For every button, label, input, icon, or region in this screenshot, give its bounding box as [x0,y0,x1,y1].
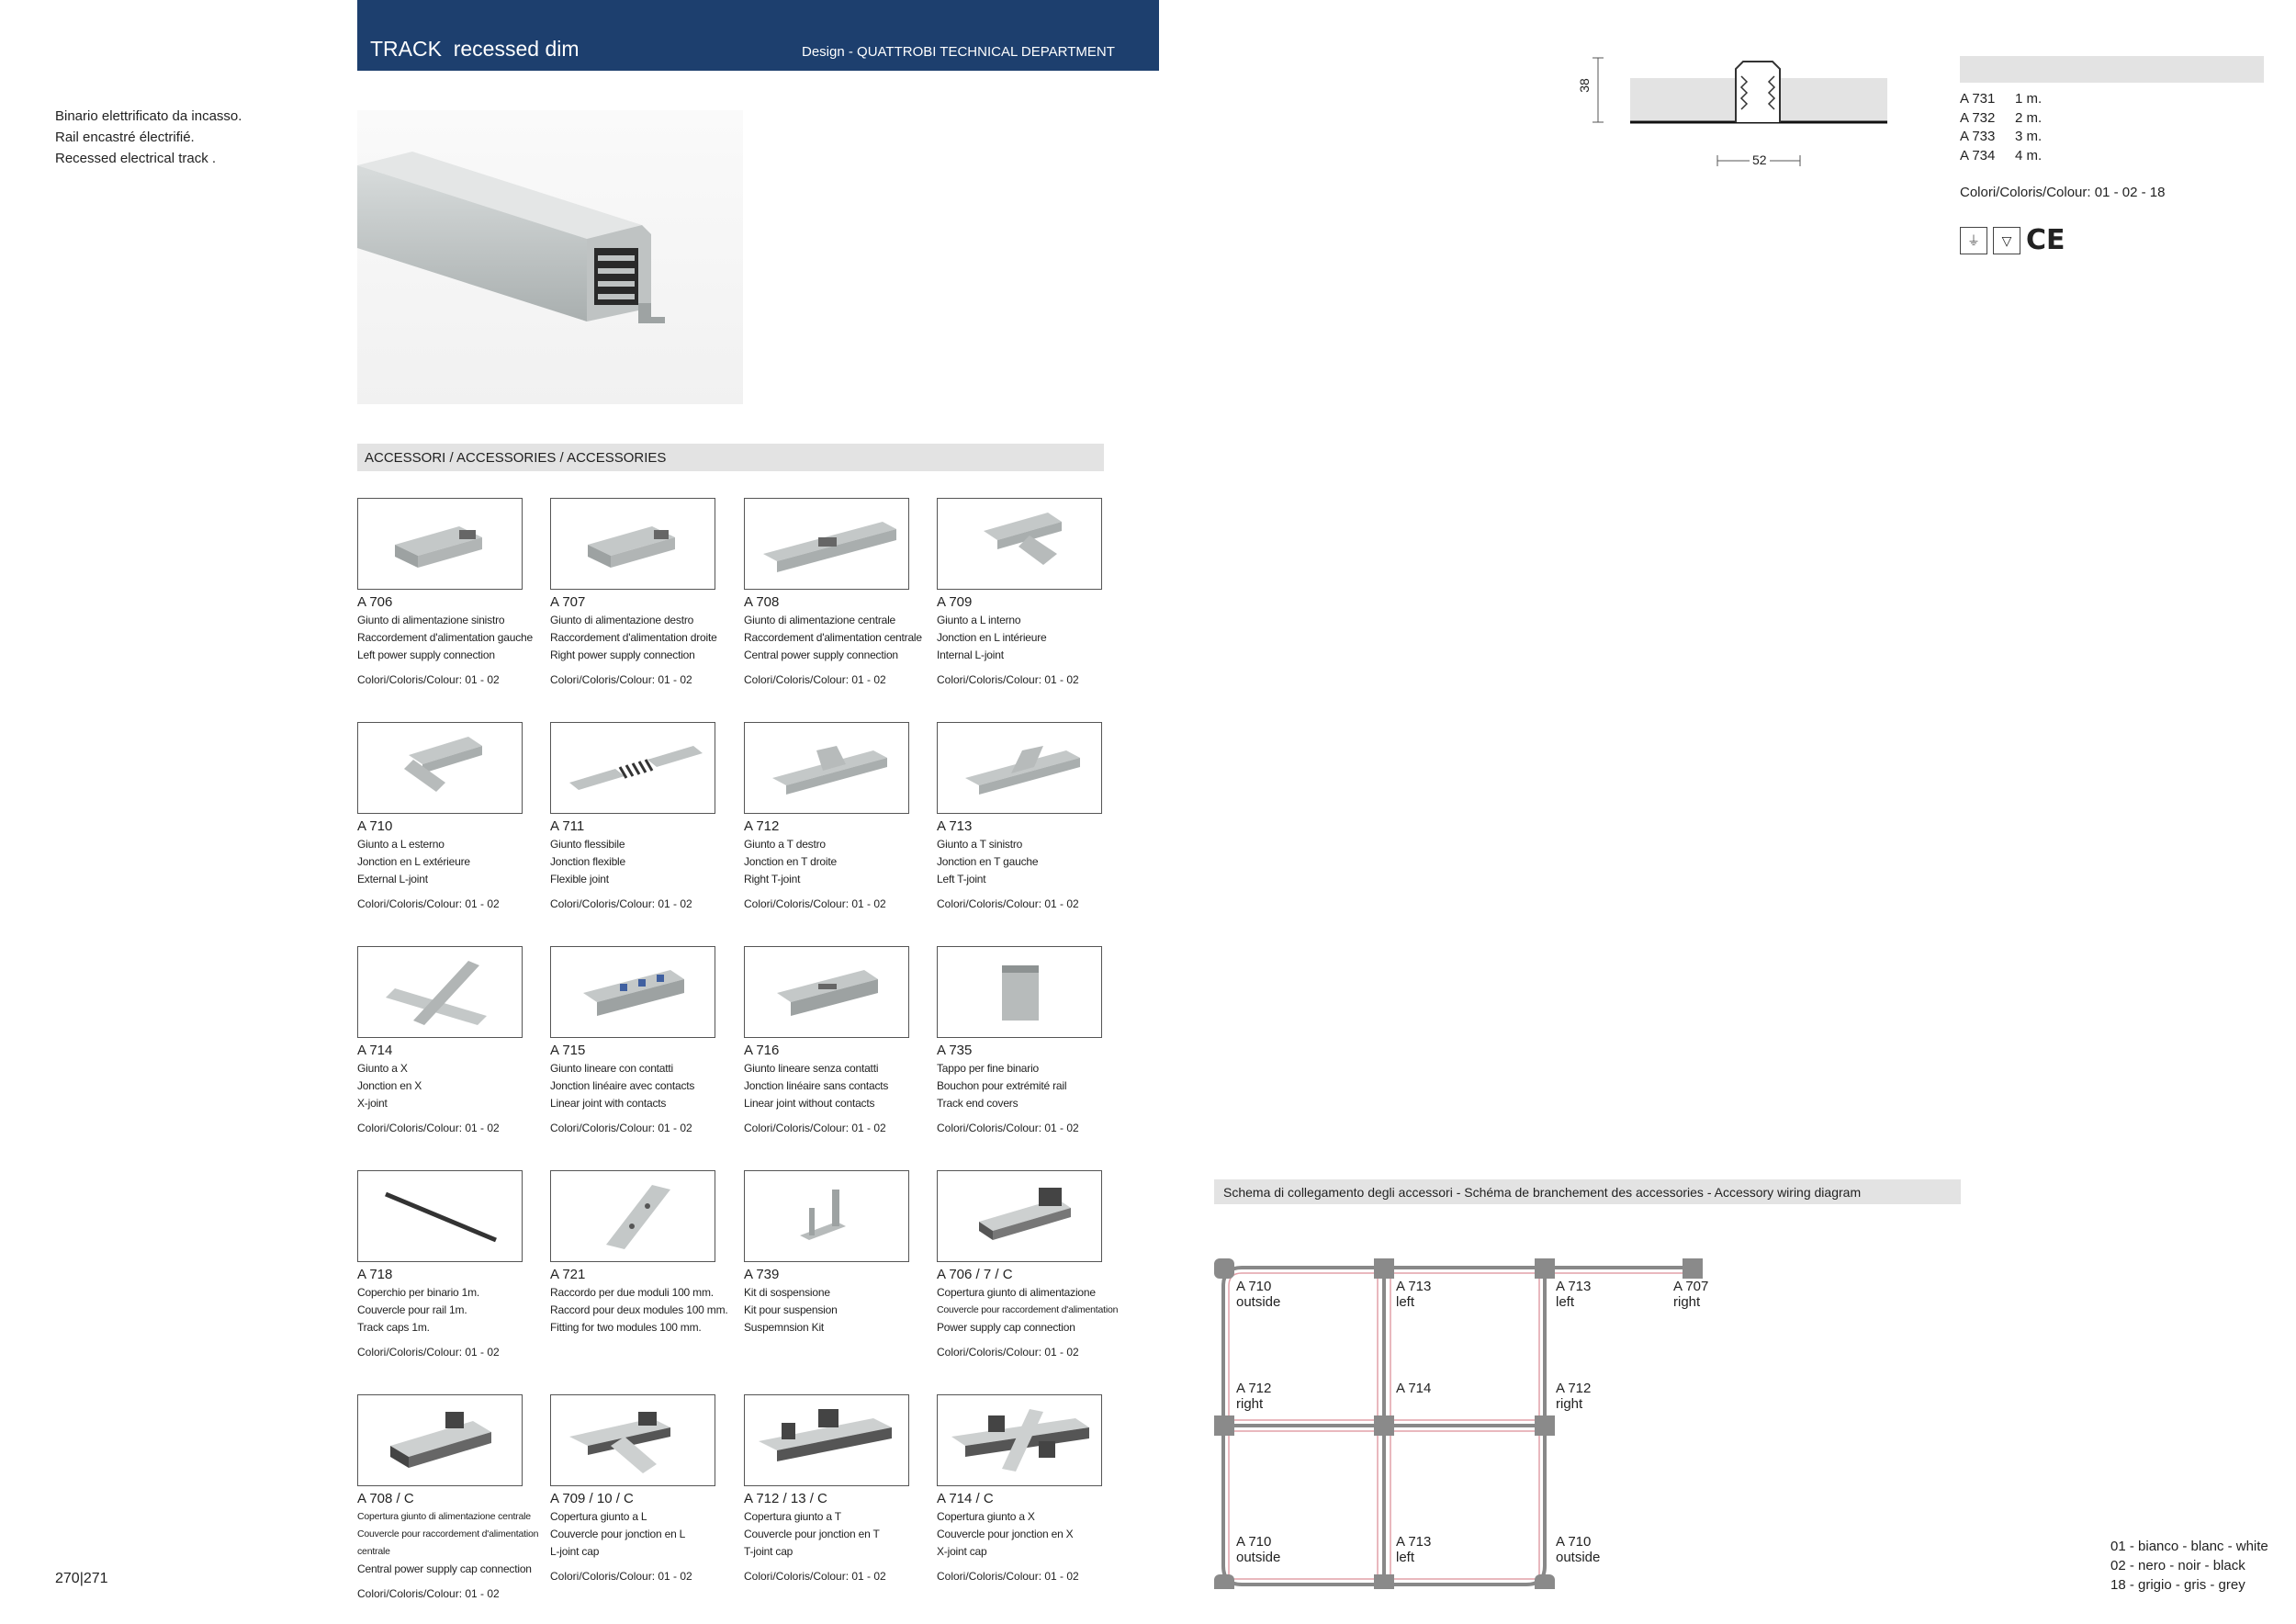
accessory-code: A 711 [550,818,585,834]
accessory-card-a713 [937,722,1130,910]
accessory-card-a710 [357,722,550,910]
accessory-desc-en: Central power supply connection [744,648,898,661]
accessory-desc-fr: Jonction flexible [550,855,625,868]
page-title: TRACK recessed dim [370,37,580,61]
accessory-colour: Colori/Coloris/Colour: 01 - 02 [744,897,886,910]
track-product-image [357,110,743,404]
accessory-desc-en: X-joint cap [937,1545,987,1558]
accessory-image [744,1394,909,1486]
accessory-colour: Colori/Coloris/Colour: 01 - 02 [550,1122,692,1134]
accessory-image [550,1394,715,1486]
accessory-image [744,1170,909,1262]
accessory-code: A 708 / C [357,1491,414,1506]
design-credit: Design - QUATTROBI TECHNICAL DEPARTMENT [802,44,1115,60]
accessory-colour: Colori/Coloris/Colour: 01 - 02 [744,673,886,686]
accessory-code: A 707 [550,594,586,610]
accessory-desc-en: Right T-joint [744,873,801,885]
accessory-colour: Colori/Coloris/Colour: 01 - 02 [357,1122,500,1134]
accessory-desc-en: X-joint [357,1097,388,1110]
accessory-card-a739 [744,1170,937,1346]
accessory-desc-it: Giunto flessibile [550,838,625,851]
accessory-desc-en: Linear joint without contacts [744,1097,875,1110]
accessory-desc-en: Power supply cap connection [937,1321,1075,1334]
accessory-card-a712 [744,722,937,910]
accessory-image [550,722,715,814]
accessory-code: A 714 / C [937,1491,994,1506]
accessory-desc-en: Left T-joint [937,873,986,885]
wiring-node-a710-outside: A 710 outside [1236,1279,1281,1310]
accessories-section-title: ACCESSORI / ACCESSORIES / ACCESSORIES [365,450,667,466]
accessory-code: A 713 [937,818,973,834]
accessory-card-a711 [550,722,743,910]
accessory-desc-fr: Raccord pour deux modules 100 mm. [550,1303,728,1316]
accessory-code: A 709 / 10 / C [550,1491,634,1506]
accessory-desc-fr: Jonction linéaire sans contacts [744,1079,889,1092]
accessory-desc-en: Track end covers [937,1097,1019,1110]
accessory-desc-fr: Raccordement d'alimentation droite [550,631,717,644]
accessory-desc-fr: Couvercle pour raccordement d'alimentation [937,1304,1119,1315]
accessory-code: A 706 / 7 / C [937,1267,1013,1282]
dimension-width: 52 [1750,152,1770,167]
length-row: A 731 1 m. [1960,91,2043,107]
accessory-code: A 710 [357,818,393,834]
wiring-node-a712-right: A 712 right [1236,1381,1272,1412]
wiring-node-a713-left: A 713 left [1396,1534,1432,1565]
accessory-desc-it: Giunto a X [357,1062,408,1075]
accessory-colour: Colori/Coloris/Colour: 01 - 02 [357,1587,500,1600]
accessory-card-a708-c [357,1394,550,1600]
accessory-desc-it: Giunto di alimentazione destro [550,614,694,626]
accessory-desc-fr: Raccordement d'alimentation centrale [744,631,922,644]
accessory-card-a714-c [937,1394,1130,1583]
ce-mark-icon: CE [2026,224,2065,256]
accessory-desc-it: Copertura giunto a X [937,1510,1035,1523]
accessory-desc-it: Tappo per fine binario [937,1062,1040,1075]
accessory-image [744,722,909,814]
intro-line-en: Recessed electrical track . [55,151,217,166]
accessory-card-a735 [937,946,1130,1134]
accessory-code: A 709 [937,594,973,610]
accessory-desc-it: Giunto di alimentazione centrale [744,614,896,626]
accessory-code: A 718 [357,1267,393,1282]
accessory-code: A 712 / 13 / C [744,1491,827,1506]
accessory-image [357,1394,523,1486]
accessory-desc-fr: Jonction en X [357,1079,422,1092]
accessory-image [357,498,523,590]
accessory-colour: Colori/Coloris/Colour: 01 - 02 [937,1570,1079,1583]
accessory-image [357,946,523,1038]
accessory-desc-fr: Kit pour suspension [744,1303,838,1316]
accessory-desc-en: Internal L-joint [937,648,1004,661]
colour-legend-white: 01 - bianco - blanc - white [2110,1539,2268,1554]
lengths-list [1960,90,2042,165]
accessory-desc-en: Left power supply connection [357,648,495,661]
accessory-image [550,498,715,590]
accessory-desc-it: Copertura giunto di alimentazione [937,1286,1096,1299]
accessory-desc-it: Giunto a T sinistro [937,838,1023,851]
wiring-node-a710-outside: A 710 outside [1236,1534,1281,1565]
accessory-desc-it: Giunto a L esterno [357,838,445,851]
accessory-colour: Colori/Coloris/Colour: 01 - 02 [550,1570,692,1583]
page-number: 270|271 [55,1571,108,1586]
accessory-card-a716 [744,946,937,1134]
accessory-code: A 735 [937,1043,973,1058]
accessory-card-a707 [550,498,743,686]
accessory-code: A 706 [357,594,393,610]
accessory-desc-fr: Raccordement d'alimentation gauche [357,631,533,644]
accessory-desc-it: Copertura giunto a L [550,1510,647,1523]
accessory-desc-en: Flexible joint [550,873,609,885]
wiring-node-a713-left: A 713 left [1396,1279,1432,1310]
accessory-desc-fr: Couvercle pour jonction en X [937,1528,1074,1540]
accessory-card-a706 [357,498,550,686]
accessory-desc-it: Kit di sospensione [744,1286,830,1299]
accessory-code: A 721 [550,1267,586,1282]
accessory-card-a708 [744,498,937,686]
accessory-desc-en: Fitting for two modules 100 mm. [550,1321,702,1334]
wiring-node-a714: A 714 [1396,1381,1432,1396]
accessory-desc-en: L-joint cap [550,1545,600,1558]
accessory-code: A 739 [744,1267,780,1282]
accessory-desc-fr: Couvercle pour rail 1m. [357,1303,467,1316]
accessory-desc-it: Giunto di alimentazione sinistro [357,614,505,626]
accessory-desc-fr: Jonction en L extérieure [357,855,470,868]
accessory-image [744,498,909,590]
accessory-code: A 715 [550,1043,586,1058]
accessory-code: A 714 [357,1043,393,1058]
accessory-card-a706-7-c [937,1170,1130,1359]
accessory-desc-it: Giunto lineare senza contatti [744,1062,879,1075]
accessory-desc-it: Giunto a L interno [937,614,1021,626]
accessory-code: A 712 [744,818,780,834]
accessory-colour: Colori/Coloris/Colour: 01 - 02 [357,897,500,910]
accessory-desc-fr: Couvercle pour jonction en T [744,1528,880,1540]
accessory-image [937,946,1102,1038]
accessory-desc-fr: Couvercle pour raccordement d'alimentation centrale [357,1528,539,1557]
accessory-colour: Colori/Coloris/Colour: 01 - 02 [937,897,1079,910]
ground-symbol-icon: ⏚ [1960,227,1987,254]
accessory-desc-en: Right power supply connection [550,648,695,661]
length-row: A 734 4 m. [1960,147,2043,164]
accessory-colour: Colori/Coloris/Colour: 01 - 02 [744,1122,886,1134]
wiring-node-a713-left: A 713 left [1556,1279,1592,1310]
accessory-image [550,946,715,1038]
accessory-colour: Colori/Coloris/Colour: 01 - 02 [937,1122,1079,1134]
accessory-image [357,1170,523,1262]
f-mark-icon: ▽ [1993,227,2020,254]
accessory-code: A 716 [744,1043,780,1058]
intro-line-fr: Rail encastré électrifié. [55,130,195,145]
colour-legend [2110,1537,2268,1595]
accessory-desc-it: Giunto a T destro [744,838,826,851]
certification-icons [1960,224,2065,256]
accessory-colour: Colori/Coloris/Colour: 01 - 02 [550,673,692,686]
colour-legend-black: 02 - nero - noir - black [2110,1558,2245,1573]
accessory-colour: Colori/Coloris/Colour: 01 - 02 [744,1570,886,1583]
accessory-image [937,1394,1102,1486]
accessory-colour: Colori/Coloris/Colour: 01 - 02 [357,1346,500,1359]
accessory-image [357,722,523,814]
accessory-colour: Colori/Coloris/Colour: 01 - 02 [357,673,500,686]
accessory-desc-it: Copertura giunto a T [744,1510,841,1523]
track-colours: Colori/Coloris/Colour: 01 - 02 - 18 [1960,185,2166,200]
accessory-desc-en: Central power supply cap connection [357,1562,532,1575]
accessory-desc-en: Suspemnsion Kit [744,1321,825,1334]
accessory-desc-it: Copertura giunto di alimentazione centrale [357,1511,531,1522]
wiring-node-a710-outside: A 710 outside [1556,1534,1601,1565]
accessory-desc-en: T-joint cap [744,1545,793,1558]
dimension-height: 38 [1576,78,1592,93]
accessory-image [937,1170,1102,1262]
accessory-image [744,946,909,1038]
accessory-colour: Colori/Coloris/Colour: 01 - 02 [550,897,692,910]
length-row: A 733 3 m. [1960,129,2043,144]
wiring-diagram-title: Schema di collegamento degli accessori - Schéma de branchement des accessories - Accessory wiring diagram [1223,1185,1862,1200]
length-row: A 732 2 m. [1960,109,2043,126]
accessory-desc-en: External L-joint [357,873,428,885]
wiring-diagram [1214,1258,1728,1589]
accessory-card-a715 [550,946,743,1134]
accessory-desc-en: Track caps 1m. [357,1321,430,1334]
accessory-desc-fr: Couvercle pour jonction en L [550,1528,686,1540]
intro-description [55,106,242,169]
accessory-code: A 708 [744,594,780,610]
accessory-colour: Colori/Coloris/Colour: 01 - 02 [937,673,1079,686]
wiring-node-a712-right: A 712 right [1556,1381,1592,1412]
accessory-desc-fr: Bouchon pour extrémité rail [937,1079,1067,1092]
wiring-node-a707-right: A 707 right [1673,1279,1709,1310]
accessory-desc-fr: Jonction en L intérieure [937,631,1047,644]
accessory-image [937,722,1102,814]
cross-section-drawing [1570,51,1919,179]
accessory-desc-fr: Jonction en T gauche [937,855,1039,868]
accessory-card-a714 [357,946,550,1134]
accessory-colour: Colori/Coloris/Colour: 01 - 02 [937,1346,1079,1359]
accessory-image [937,498,1102,590]
accessory-card-a721 [550,1170,743,1346]
accessory-desc-it: Raccordo per due moduli 100 mm. [550,1286,714,1299]
accessory-image [550,1170,715,1262]
accessory-card-a712-13-c [744,1394,937,1583]
accessory-desc-fr: Jonction en T droite [744,855,837,868]
accessory-card-a709 [937,498,1130,686]
accessory-desc-en: Linear joint with contacts [550,1097,667,1110]
colour-legend-grey: 18 - grigio - gris - grey [2110,1577,2245,1593]
accessory-desc-fr: Jonction linéaire avec contacts [550,1079,695,1092]
accessory-desc-it: Coperchio per binario 1m. [357,1286,480,1299]
accessory-desc-it: Giunto lineare con contatti [550,1062,674,1075]
accessory-card-a718 [357,1170,550,1359]
accessory-card-a709-10-c [550,1394,743,1583]
intro-line-it: Binario elettrificato da incasso. [55,108,242,124]
lengths-header-bar [1960,56,2264,83]
